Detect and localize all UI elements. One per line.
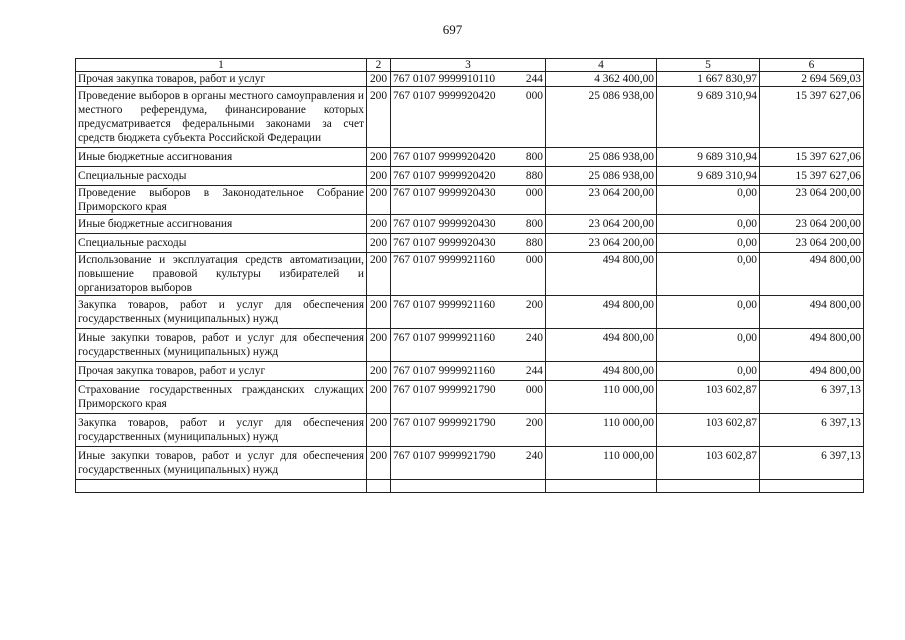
row-name: Специальные расходы bbox=[76, 167, 367, 186]
row-code-main: 767 0107 9999910110 bbox=[393, 73, 496, 85]
row-name: Иные бюджетные ассигнования bbox=[76, 215, 367, 234]
row-col-5: 0,00 bbox=[657, 215, 760, 234]
row-col-4: 25 086 938,00 bbox=[546, 87, 657, 148]
row-ved: 200 bbox=[367, 148, 391, 167]
row-col-5: 0,00 bbox=[657, 253, 760, 296]
row-code-main: 767 0107 9999921790 bbox=[393, 417, 496, 429]
row-ved: 200 bbox=[367, 215, 391, 234]
row-ved: 200 bbox=[367, 362, 391, 381]
row-code-main: 767 0107 9999921790 bbox=[393, 384, 496, 396]
row-col-6: 23 064 200,00 bbox=[760, 234, 864, 253]
empty-cell bbox=[367, 480, 391, 493]
row-col-5: 0,00 bbox=[657, 329, 760, 362]
table-row bbox=[76, 362, 864, 381]
row-code-main: 767 0107 9999920420 bbox=[393, 170, 496, 182]
row-name: Иные закупки товаров, работ и услуг для обеспечения государственных (муниципальных) нужд bbox=[76, 447, 367, 480]
table-row bbox=[76, 329, 864, 362]
row-col-6: 494 800,00 bbox=[760, 296, 864, 329]
row-kvr: 880 bbox=[525, 237, 543, 249]
row-code bbox=[391, 215, 546, 234]
header-col-6: 6 bbox=[760, 59, 864, 72]
row-kvr: 000 bbox=[525, 90, 543, 102]
row-col-6: 2 694 569,03 bbox=[760, 72, 864, 87]
row-kvr: 000 bbox=[525, 254, 543, 266]
table-row bbox=[76, 186, 864, 215]
row-ved: 200 bbox=[367, 72, 391, 87]
row-col-5: 1 667 830,97 bbox=[657, 72, 760, 87]
row-code-main: 767 0107 9999921160 bbox=[393, 299, 496, 311]
row-code-main: 767 0107 9999921160 bbox=[393, 365, 496, 377]
row-kvr: 240 bbox=[525, 450, 543, 462]
row-ved: 200 bbox=[367, 329, 391, 362]
row-kvr: 200 bbox=[525, 299, 543, 311]
row-col-5: 0,00 bbox=[657, 186, 760, 215]
header-col-2: 2 bbox=[367, 59, 391, 72]
row-code bbox=[391, 167, 546, 186]
table-row bbox=[76, 167, 864, 186]
empty-cell bbox=[760, 480, 864, 493]
table-header bbox=[76, 59, 864, 72]
row-col-4: 25 086 938,00 bbox=[546, 167, 657, 186]
row-name: Страхование государственных гражданских служащих Приморского края bbox=[76, 381, 367, 414]
row-col-6: 494 800,00 bbox=[760, 329, 864, 362]
row-code-main: 767 0107 9999920430 bbox=[393, 187, 496, 199]
row-col-6: 23 064 200,00 bbox=[760, 215, 864, 234]
row-col-4: 494 800,00 bbox=[546, 362, 657, 381]
row-code bbox=[391, 234, 546, 253]
page-number: 697 bbox=[442, 22, 463, 37]
row-col-5: 0,00 bbox=[657, 362, 760, 381]
row-name: Использование и эксплуатация средств автоматизации, повышение правовой культуры избирателей и организаторов выборов bbox=[76, 253, 367, 296]
row-kvr: 240 bbox=[525, 332, 543, 344]
row-kvr: 880 bbox=[525, 170, 543, 182]
row-col-6: 6 397,13 bbox=[760, 447, 864, 480]
row-name: Прочая закупка товаров, работ и услуг bbox=[76, 72, 367, 87]
row-ved: 200 bbox=[367, 253, 391, 296]
row-col-4: 25 086 938,00 bbox=[546, 148, 657, 167]
row-col-5: 0,00 bbox=[657, 296, 760, 329]
row-code bbox=[391, 253, 546, 296]
table-row bbox=[76, 148, 864, 167]
row-col-6: 15 397 627,06 bbox=[760, 148, 864, 167]
table-body bbox=[76, 72, 864, 493]
row-kvr: 200 bbox=[525, 417, 543, 429]
empty-cell bbox=[657, 480, 760, 493]
row-ved: 200 bbox=[367, 381, 391, 414]
table-row bbox=[76, 87, 864, 148]
row-name: Прочая закупка товаров, работ и услуг bbox=[76, 362, 367, 381]
row-col-6: 494 800,00 bbox=[760, 362, 864, 381]
row-col-4: 110 000,00 bbox=[546, 414, 657, 447]
row-code-main: 767 0107 9999920430 bbox=[393, 218, 496, 230]
table-row-empty bbox=[76, 480, 864, 493]
table-row bbox=[76, 253, 864, 296]
row-col-4: 494 800,00 bbox=[546, 296, 657, 329]
row-ved: 200 bbox=[367, 296, 391, 329]
header-col-4: 4 bbox=[546, 59, 657, 72]
row-code bbox=[391, 148, 546, 167]
row-col-4: 23 064 200,00 bbox=[546, 215, 657, 234]
row-code bbox=[391, 414, 546, 447]
header-col-5: 5 bbox=[657, 59, 760, 72]
row-col-4: 110 000,00 bbox=[546, 381, 657, 414]
row-col-4: 4 362 400,00 bbox=[546, 72, 657, 87]
row-ved: 200 bbox=[367, 414, 391, 447]
row-col-4: 494 800,00 bbox=[546, 329, 657, 362]
empty-cell bbox=[546, 480, 657, 493]
row-kvr: 244 bbox=[525, 365, 543, 377]
header-col-1: 1 bbox=[76, 59, 367, 72]
row-col-5: 9 689 310,94 bbox=[657, 148, 760, 167]
row-ved: 200 bbox=[367, 234, 391, 253]
row-col-6: 6 397,13 bbox=[760, 414, 864, 447]
header-col-3: 3 bbox=[391, 59, 546, 72]
row-col-6: 15 397 627,06 bbox=[760, 167, 864, 186]
row-name: Закупка товаров, работ и услуг для обеспечения государственных (муниципальных) нужд bbox=[76, 296, 367, 329]
row-col-5: 103 602,87 bbox=[657, 447, 760, 480]
row-col-6: 494 800,00 bbox=[760, 253, 864, 296]
row-ved: 200 bbox=[367, 447, 391, 480]
row-code-main: 767 0107 9999921790 bbox=[393, 450, 496, 462]
row-col-6: 6 397,13 bbox=[760, 381, 864, 414]
row-code bbox=[391, 186, 546, 215]
row-kvr: 244 bbox=[525, 73, 543, 85]
row-name: Иные закупки товаров, работ и услуг для обеспечения государственных (муниципальных) нужд bbox=[76, 329, 367, 362]
row-code bbox=[391, 296, 546, 329]
row-col-5: 9 689 310,94 bbox=[657, 167, 760, 186]
empty-cell bbox=[391, 480, 546, 493]
header-row bbox=[76, 59, 864, 72]
row-ved: 200 bbox=[367, 167, 391, 186]
row-col-5: 9 689 310,94 bbox=[657, 87, 760, 148]
row-code-main: 767 0107 9999920430 bbox=[393, 237, 496, 249]
row-code bbox=[391, 72, 546, 87]
row-ved: 200 bbox=[367, 186, 391, 215]
row-ved: 200 bbox=[367, 87, 391, 148]
row-code-main: 767 0107 9999920420 bbox=[393, 90, 496, 102]
table-row bbox=[76, 72, 864, 87]
row-col-4: 23 064 200,00 bbox=[546, 186, 657, 215]
budget-table bbox=[75, 58, 864, 493]
row-kvr: 800 bbox=[525, 218, 543, 230]
row-name: Иные бюджетные ассигнования bbox=[76, 148, 367, 167]
row-name: Проведение выборов в Законодательное Собрание Приморского края bbox=[76, 186, 367, 215]
row-code-main: 767 0107 9999921160 bbox=[393, 254, 496, 266]
row-kvr: 000 bbox=[525, 384, 543, 396]
row-col-6: 23 064 200,00 bbox=[760, 186, 864, 215]
row-code-main: 767 0107 9999921160 bbox=[393, 332, 496, 344]
table-row bbox=[76, 234, 864, 253]
row-col-6: 15 397 627,06 bbox=[760, 87, 864, 148]
row-code bbox=[391, 447, 546, 480]
row-name: Проведение выборов в органы местного самоуправления и местного референдума, финансирование которых предусматривается федеральными законами за счет средств бюджета субъекта Российской Федерации bbox=[76, 87, 367, 148]
row-name: Специальные расходы bbox=[76, 234, 367, 253]
row-kvr: 000 bbox=[525, 187, 543, 199]
table-row bbox=[76, 381, 864, 414]
row-col-4: 23 064 200,00 bbox=[546, 234, 657, 253]
row-code bbox=[391, 329, 546, 362]
row-code bbox=[391, 362, 546, 381]
table-row bbox=[76, 296, 864, 329]
row-col-5: 0,00 bbox=[657, 234, 760, 253]
table-row bbox=[76, 447, 864, 480]
row-col-4: 494 800,00 bbox=[546, 253, 657, 296]
row-name: Закупка товаров, работ и услуг для обеспечения государственных (муниципальных) нужд bbox=[76, 414, 367, 447]
row-col-4: 110 000,00 bbox=[546, 447, 657, 480]
row-code bbox=[391, 381, 546, 414]
table-row bbox=[76, 215, 864, 234]
empty-cell bbox=[76, 480, 367, 493]
row-col-5: 103 602,87 bbox=[657, 414, 760, 447]
row-code bbox=[391, 87, 546, 148]
table-row bbox=[76, 414, 864, 447]
row-kvr: 800 bbox=[525, 151, 543, 163]
row-code-main: 767 0107 9999920420 bbox=[393, 151, 496, 163]
row-col-5: 103 602,87 bbox=[657, 381, 760, 414]
